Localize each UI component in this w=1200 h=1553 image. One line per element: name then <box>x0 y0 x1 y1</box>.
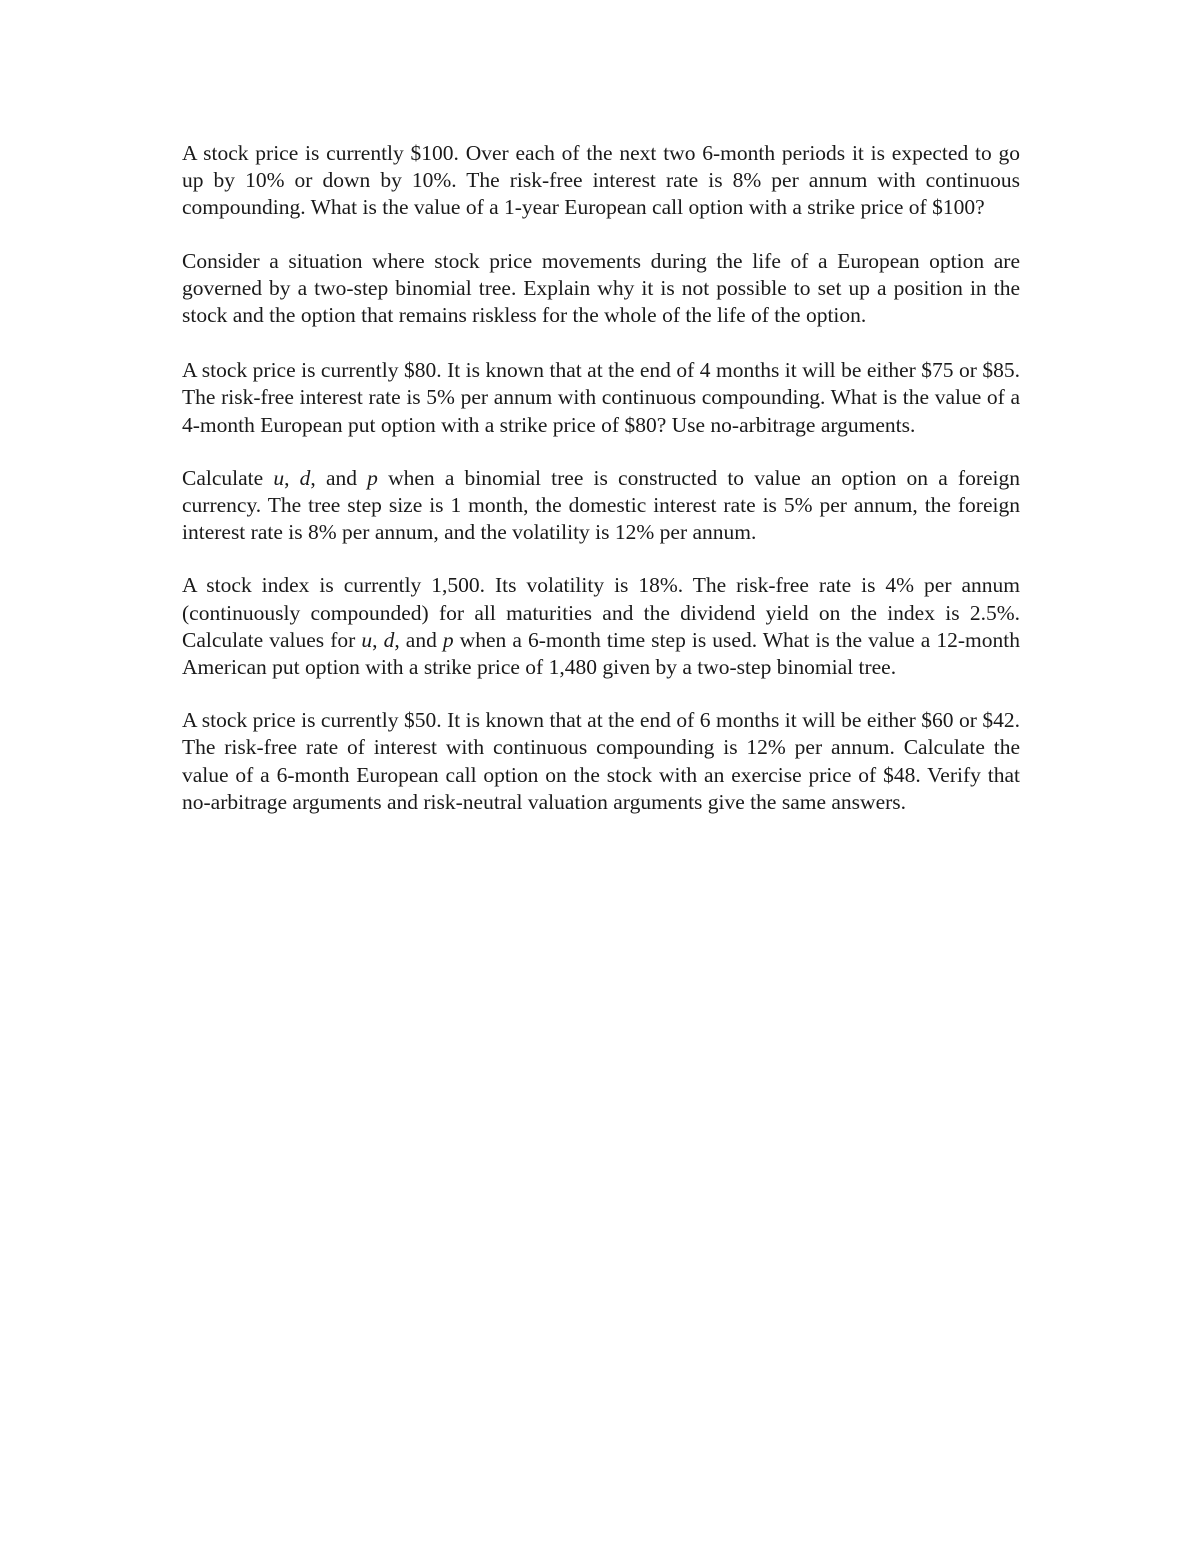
variable-p: p <box>442 627 454 652</box>
variable-u: u <box>361 627 373 652</box>
question-5-text-c: , and <box>394 627 443 652</box>
question-1: A stock price is currently $100. Over each of the next two 6-month periods it is expected to go up by 10% or down by 10%. The risk-free interest rate is 8% per annum with continuous compounding. What is the value of a 1-year European call option with a strike price of $100? <box>182 141 1020 220</box>
variable-d: d <box>383 627 395 652</box>
question-5-text-a: A stock index is currently 1,500. Its volatility is 18%. The risk-free rate is 4% per annum (continuously compounded) for all maturities and the dividend yield on the index is 2.5%. Calculate values for <box>182 573 1020 652</box>
question-5-text-b: , <box>372 627 384 652</box>
question-4-text-a: Calculate <box>182 465 274 490</box>
question-3: A stock price is currently $80. It is known that at the end of 4 months it will be either $75 or $85. The risk-free interest rate is 5% per annum with continuous compounding. What is the value of a 4-month European put option with a strike price of $80? Use no-arbitrage arguments. <box>182 358 1020 437</box>
question-4 <box>182 465 1020 547</box>
question-list <box>182 140 1020 816</box>
question-4-text-e: when a binomial tree is constructed to value an option on a foreign currency. The tree step size is 1 month, the domestic interest rate is 5% per annum, the foreign interest rate is 8% per annum, and the volatility is 12% per annum. <box>182 465 1021 545</box>
variable-u: u <box>273 465 285 490</box>
question-5-text-e: when a 6-month time step is used. What is the value a 12-month American put option with a strike price of 1,480 given by a two-step binomial tree. <box>182 627 1020 680</box>
question-4-text-b: , <box>284 465 300 490</box>
question-5 <box>182 572 1020 681</box>
question-4-text-c: , and <box>310 465 368 490</box>
variable-d: d <box>299 465 311 490</box>
variable-p: p <box>367 465 378 490</box>
question-2: Consider a situation where stock price movements during the life of a European option are governed by a two-step binomial tree. Explain why it is not possible to set up a position in the stock and the option that remains riskless for the whole of the life of the option. <box>182 248 1020 328</box>
question-6: A stock price is currently $50. It is known that at the end of 6 months it will be either $60 or $42. The risk-free rate of interest with continuous compounding is 12% per annum. Calculate the value of a 6-month European call option on the stock with an exercise price of $48. Verify that no-arbitrage arguments and risk-neutral valuation arguments give the same answers. <box>182 708 1020 814</box>
